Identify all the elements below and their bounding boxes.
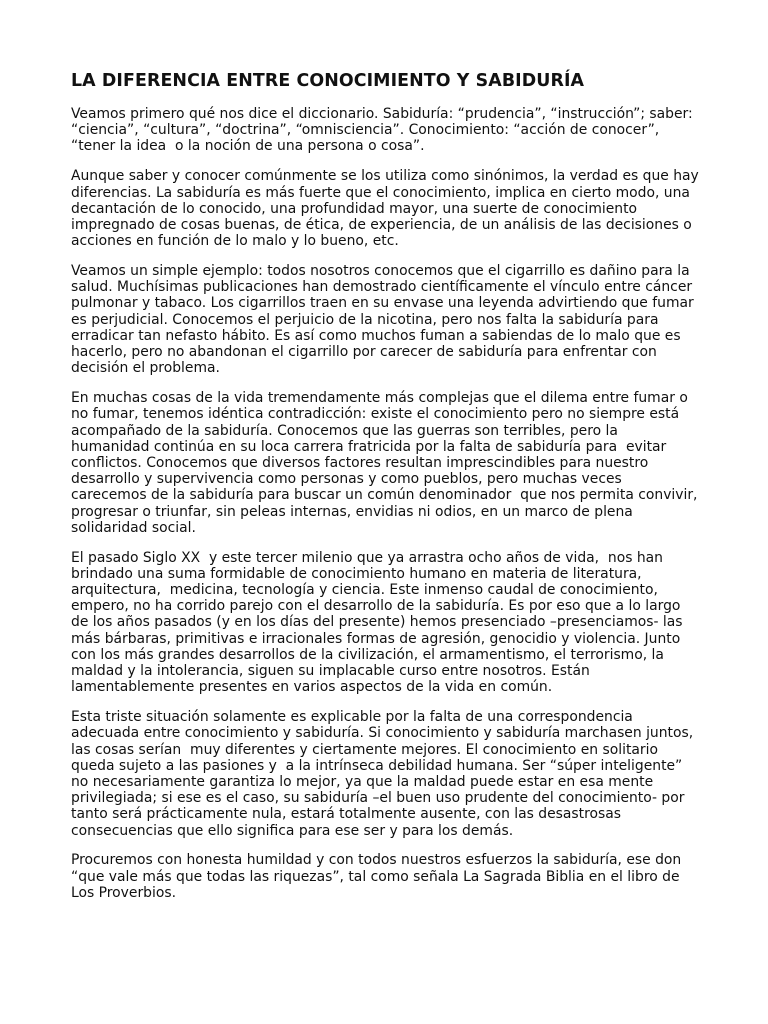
paragraph-line: progresar o triunfar, sin peleas internas, envidias ni odios, en un marco de plena xyxy=(71,503,633,520)
document-title: LA DIFERENCIA ENTRE CONOCIMIENTO Y SABIDURÍA xyxy=(71,71,585,91)
paragraph-line: “ciencia”, “cultura”, “doctrina”, “omnisciencia”. Conocimiento: “acción de conocer”, xyxy=(71,122,660,139)
paragraph-line: El pasado Siglo XX y este tercer milenio que ya arrastra ocho años de vida, nos han xyxy=(71,549,663,566)
paragraph-line: tanto será prácticamente nula, estará totalmente ausente, con las desastrosas xyxy=(71,806,621,823)
paragraph xyxy=(71,390,696,536)
paragraph xyxy=(71,550,696,696)
paragraph-line: acompañado de la sabiduría. Conocemos que las guerras son terribles, pero la xyxy=(71,422,618,439)
paragraph-line: Aunque saber y conocer comúnmente se los utiliza como sinónimos, la verdad es que hay xyxy=(71,168,699,185)
paragraph-line: solidaridad social. xyxy=(71,519,196,536)
paragraph-line: diferencias. La sabiduría es más fuerte que el conocimiento, implica en cierto modo, una xyxy=(71,184,690,201)
paragraph-line: con los más grandes desarrollos de la civilización, el armamentismo, el terrorismo, la xyxy=(71,646,664,663)
paragraph-line: salud. Muchísimas publicaciones han demostrado científicamente el vínculo entre cáncer xyxy=(71,279,693,296)
paragraph-line: empero, no ha corrido parejo con el desarrollo de la sabiduría. Es por eso que a lo largo xyxy=(71,598,681,615)
paragraph-line: carecemos de la sabiduría para buscar un común denominador que nos permita convivir, xyxy=(71,487,698,504)
paragraph-line: más bárbaras, primitivas e irracionales formas de agresión, genocidio y violencia. Junto xyxy=(71,630,681,647)
paragraph-line: conflictos. Conocemos que diversos factores resultan imprescindibles para nuestro xyxy=(71,454,649,471)
paragraph-line: erradicar tan nefasto hábito. Es así como muchos fuman a sabiendas de lo malo que es xyxy=(71,327,681,344)
paragraph-line: Veamos primero qué nos dice el diccionario. Sabiduría: “prudencia”, “instrucción”; saber: xyxy=(71,106,693,122)
paragraph-line: decisión el problema. xyxy=(71,360,220,377)
paragraph-line: Los Proverbios. xyxy=(71,884,176,901)
paragraph-line: brindado una suma formidable de conocimiento humano en materia de literatura, xyxy=(71,565,642,582)
paragraph-line: queda sujeto a las pasiones y a la intrínseca debilidad humana. Ser “súper inteligente” xyxy=(71,757,683,774)
paragraph-line: humanidad continúa en su loca carrera fratricida por la falta de sabiduría para evitar xyxy=(71,438,667,455)
paragraph-line: de los años pasados (y en los días del presente) hemos presenciado –presenciamos- las xyxy=(71,614,683,631)
document-page xyxy=(71,70,699,915)
paragraph-line: Veamos un simple ejemplo: todos nosotros conocemos que el cigarrillo es dañino para la xyxy=(71,263,690,279)
paragraph xyxy=(71,852,696,901)
paragraph-line: no fumar, tenemos idéntica contradicción: existe el conocimiento pero no siempre está xyxy=(71,406,680,423)
paragraph-line: las cosas serían muy diferentes y ciertamente mejores. El conocimiento en solitario xyxy=(71,741,658,758)
paragraph-line: maldad y la intolerancia, siguen su implacable curso entre nosotros. Están xyxy=(71,663,590,680)
paragraph-line: consecuencias que ello significa para ese ser y para los demás. xyxy=(71,822,514,839)
paragraph-line: no necesariamente garantiza lo mejor, ya que la maldad puede estar en esa mente xyxy=(71,773,654,790)
paragraph-line: Procuremos con honesta humildad y con todos nuestros esfuerzos la sabiduría, ese don xyxy=(71,852,682,869)
paragraph-line: “que vale más que todas las riquezas”, tal como señala La Sagrada Biblia en el libro de xyxy=(71,868,680,885)
paragraph-line: Esta triste situación solamente es explicable por la falta de una correspondencia xyxy=(71,709,633,726)
paragraph-line: adecuada entre conocimiento y sabiduría. Si conocimiento y sabiduría marchasen juntos, xyxy=(71,725,694,742)
paragraph-line: arquitectura, medicina, tecnología y ciencia. Este inmenso caudal de conocimiento, xyxy=(71,582,658,599)
paragraph-line: lamentablemente presentes en varios aspectos de la vida en común. xyxy=(71,679,553,696)
paragraph-line: hacerlo, pero no abandonan el cigarrillo por carecer de sabiduría para enfrentar con xyxy=(71,344,657,361)
paragraph xyxy=(71,106,696,155)
paragraph xyxy=(71,168,699,250)
paragraph-line: impregnado de cosas buenas, de ética, de experiencia, de un análisis de las decisiones o xyxy=(71,216,692,233)
paragraph-line: privilegiada; si ese es el caso, su sabiduría –el buen uso prudente del conocimiento- por xyxy=(71,790,685,807)
paragraph-line: pulmonar y tabaco. Los cigarrillos traen en su envase una leyenda advirtiendo que fumar xyxy=(71,295,694,312)
paragraph-line: desarrollo y supervivencia como personas y como pueblos, pero muchas veces xyxy=(71,471,622,488)
paragraph-line: acciones en función de lo malo y lo bueno, etc. xyxy=(71,233,399,250)
paragraph xyxy=(71,709,696,839)
document-body xyxy=(71,106,699,901)
paragraph-line: es perjudicial. Conocemos el perjuicio de la nicotina, pero nos falta la sabiduría para xyxy=(71,311,659,328)
paragraph xyxy=(71,263,696,376)
paragraph-line: En muchas cosas de la vida tremendamente más complejas que el dilema entre fumar o xyxy=(71,390,688,407)
paragraph-line: “tener la idea o la noción de una persona o cosa”. xyxy=(71,138,425,155)
paragraph-line: decantación de lo conocido, una profundidad mayor, una suerte de conocimiento xyxy=(71,200,638,217)
